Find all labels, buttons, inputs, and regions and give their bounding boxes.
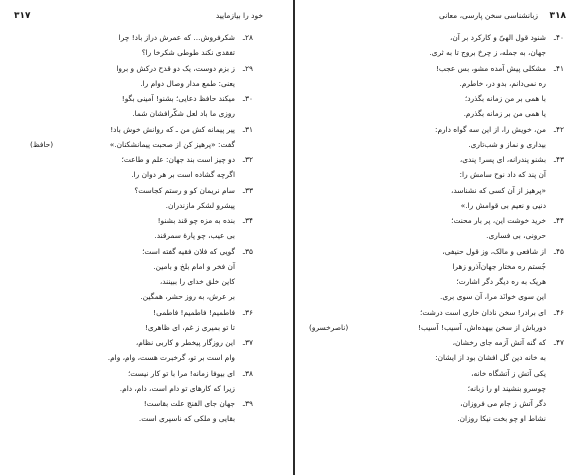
verse-line: [309, 76, 564, 91]
verse-line: [30, 274, 253, 289]
verse-line: [309, 411, 564, 426]
verse-line: [309, 366, 564, 381]
verse-line: [309, 30, 564, 45]
verse-text: دورباش از سخن بیهده‌اش، آسیب! آسیب!: [417, 322, 546, 332]
verse-text: جُستم ره مختار جهان‌آذرو زهرا: [452, 261, 546, 271]
verse-line: [309, 244, 564, 259]
verse-line: [309, 320, 564, 335]
verse-text: بر عرش، به روز حشر، همگین.: [140, 292, 235, 302]
verse-number: ۴۴ـ: [553, 216, 564, 225]
verse-text: که گنه آتش آزمه جای رخشان،: [452, 338, 546, 347]
left-page-number: ۳۱۷: [14, 11, 31, 21]
verse-line: [309, 228, 564, 243]
verse-line: [30, 198, 253, 213]
verse-number: ۴۵ـ: [553, 246, 564, 256]
verse-line: [309, 61, 564, 76]
verse-line: [309, 305, 564, 320]
verse-line: [30, 289, 253, 304]
verse-text: تفقدی نکند طوطی شکرخا را؟: [141, 48, 235, 58]
poet-attribution: (ناصرخسرو): [309, 322, 349, 332]
verse-number: ۳۸ـ: [242, 368, 253, 378]
verse-text: این سوی خوانَد مرا، آن سوی بری.: [439, 292, 546, 302]
verse-text: شنود قول الهیّ و کارکرد بر آن،: [449, 33, 546, 42]
verse-number: ۳۲ـ: [242, 155, 253, 164]
verse-text: دگر آتش ز جام می فروزان،: [460, 399, 546, 408]
verse-text: بنده به مزه چو قند بشنو!: [157, 216, 235, 225]
verse-line: [309, 91, 564, 106]
verse-line: [309, 213, 564, 228]
verse-number: ۲۹ـ: [242, 63, 253, 73]
verse-number: ۳۷ـ: [242, 338, 253, 347]
verse-number: ۴۶ـ: [553, 307, 564, 317]
verse-line: [309, 335, 564, 350]
verse-text: این روزگار پیخطر و کاربی نظام،: [135, 338, 235, 347]
verse-text: بقایی و ملکی که ناسپری است.: [138, 414, 235, 424]
verse-line: [30, 228, 253, 243]
verse-line: [30, 152, 253, 167]
verse-line: [30, 137, 253, 152]
verse-line: [30, 335, 253, 350]
verse-number: ۴۳ـ: [553, 155, 564, 164]
verse-text: نشاط او چو بخت نیکا روزان.: [457, 414, 546, 424]
verse-line: [30, 350, 253, 365]
poet-attribution: (حافظ): [30, 139, 54, 149]
verse-line: [309, 122, 564, 137]
verse-line: [30, 259, 253, 274]
verse-text: هریک به ره دیگر دگر اشارت؛: [456, 277, 546, 286]
verse-text: سام نریمان کو و رستم کجاست؟: [134, 185, 235, 195]
verse-text: حرونی، بی فساری.: [486, 231, 546, 241]
verse-line: [309, 152, 564, 167]
verse-line: [30, 411, 253, 426]
verse-text: یا همی من بر زمانه بگذرم.: [463, 109, 546, 119]
verse-line: [309, 289, 564, 304]
verse-text: کاین خلق خدای را ببینند،: [159, 277, 235, 286]
verse-number: ۳۱ـ: [242, 124, 253, 134]
verse-text: روزی ما باد لعل شکّرافشان شما.: [132, 109, 235, 119]
verse-text: از شافعی و مالک، وز قول حنیفی،: [442, 246, 546, 256]
verse-text: دنیی و نعیم بی قوامش را.»: [460, 200, 546, 210]
verse-line: [30, 76, 253, 91]
verse-text: مشکلی پیش آمده مشو، بس عجب!: [435, 63, 546, 73]
verse-line: [30, 61, 253, 76]
right-running-head: [315, 9, 566, 23]
verse-number: ۳۳ـ: [242, 185, 253, 195]
verse-line: [30, 244, 253, 259]
verse-text: خرید خوشت این، پر بار محنت؛: [451, 216, 546, 225]
verse-text: به خانه دین گل افشان بود از ایشان:: [435, 353, 546, 363]
verse-line: [30, 213, 253, 228]
right-verse-lines: [309, 30, 564, 427]
left-page: [0, 0, 293, 475]
verse-line: [30, 381, 253, 396]
right-page-number: ۳۱۸: [549, 11, 566, 21]
left-running-head: [14, 9, 263, 23]
verse-line: [309, 137, 564, 152]
verse-line: [30, 122, 253, 137]
verse-text: ای برادر! سخن نادان خاری است درشت؛: [420, 307, 546, 317]
verse-text: آن پند که داد نوح سامش را:: [459, 170, 546, 180]
verse-number: ۴۲ـ: [553, 124, 564, 134]
verse-text: با همی بر من زمانه بگذرد؛: [464, 94, 546, 103]
verse-line: [30, 30, 253, 45]
verse-line: [30, 183, 253, 198]
verse-number: ۳۵ـ: [242, 246, 253, 256]
verse-line: [30, 396, 253, 411]
verse-line: [309, 396, 564, 411]
verse-line: [30, 167, 253, 182]
verse-text: بشنو پندرانه، ای پسر! پندی،: [459, 155, 546, 164]
right-running-title: زبانشناسی سخن پارسی، معانی: [438, 11, 538, 20]
verse-text: شکرفروش... که عمرش دراز باد! چرا: [118, 33, 235, 42]
verse-text: یکی آتش ز آتشگاه خانه،: [471, 368, 546, 378]
verse-text: گفت: «پرهیز کن از صحبت پیمانشکنان.»: [109, 139, 235, 149]
verse-text: جهان جای الفنج علت بقاست!: [143, 399, 235, 408]
verse-text: «پرهیز از آن کسی که نشناسد،: [450, 185, 546, 195]
verse-text: آن فخر و امام بلخ و بامین.: [153, 261, 235, 271]
verse-number: ۲۸ـ: [242, 33, 253, 42]
verse-text: چوسرو بنشیند او را زبانه؛: [467, 383, 546, 393]
verse-text: وام است بر تو، گرخبرت هست، وام، وام.: [107, 353, 235, 363]
verse-text: دو چیز است بند جهان: علم و طاعت؛: [121, 155, 235, 164]
verse-number: ۴۷ـ: [553, 338, 564, 347]
verse-number: ۴۱ـ: [553, 63, 564, 73]
verse-text: زیرا که کارهای تو دام است، دام، دام.: [119, 383, 235, 393]
verse-text: جهان، به جمله، ز چرخ بروج تا به ثری.: [429, 48, 546, 58]
verse-line: [30, 91, 253, 106]
verse-text: پیر پیمانه کش من ـ که روانش خوش باد!: [110, 124, 235, 134]
verse-line: [30, 366, 253, 381]
verse-line: [309, 106, 564, 121]
verse-text: پیشرو لشکر مازندران.: [165, 200, 235, 210]
left-verse-lines: [30, 30, 253, 427]
verse-number: ۳۹ـ: [242, 399, 253, 408]
verse-text: من، خویش را، از این سه گواه دارم:: [434, 124, 546, 134]
left-running-title: خود را بیازمایید: [215, 11, 263, 20]
verse-text: بی عیب، چو پارهٔ سمرقند.: [154, 231, 235, 241]
verse-line: [30, 320, 253, 335]
verse-text: تا تو بمیری ز غم، ای ظاهری!: [144, 322, 235, 332]
verse-text: فاطمیم! فاطمیم! فاطمی!: [153, 307, 235, 317]
verse-text: اگرچه گشاده است بر هر دوان را.: [131, 170, 235, 180]
verse-text: گویی که فلان فقیه گفته است؛: [142, 246, 235, 256]
verse-text: بیداری و نماز و شب‌تاری.: [468, 139, 546, 149]
verse-line: [309, 381, 564, 396]
verse-line: [309, 259, 564, 274]
verse-number: ۳۰ـ: [242, 94, 253, 103]
verse-text: ره نمی‌دانم، بدو در، خاطرم.: [459, 78, 546, 88]
verse-number: ۳۶ـ: [242, 307, 253, 317]
verse-number: ۳۴ـ: [242, 216, 253, 225]
verse-line: [309, 167, 564, 182]
verse-line: [30, 45, 253, 60]
verse-line: [309, 274, 564, 289]
verse-line: [309, 350, 564, 365]
verse-line: [309, 45, 564, 60]
verse-text: ای بیوفا زمانه! مرا با تو کار نیست؛: [127, 368, 235, 378]
verse-line: [30, 305, 253, 320]
verse-line: [30, 106, 253, 121]
verse-text: میکند حافظ دعایی؛ بشنو! آمینی بگو!: [121, 94, 235, 103]
verse-line: [309, 183, 564, 198]
verse-text: یعنی: طمع مدار وصال دوام را.: [140, 78, 235, 88]
verse-text: ز بزم دوست، یک دو قدح درکش و بروا: [116, 63, 235, 73]
verse-number: ۴۰ـ: [553, 33, 564, 42]
verse-line: [309, 198, 564, 213]
right-page: [295, 0, 588, 475]
